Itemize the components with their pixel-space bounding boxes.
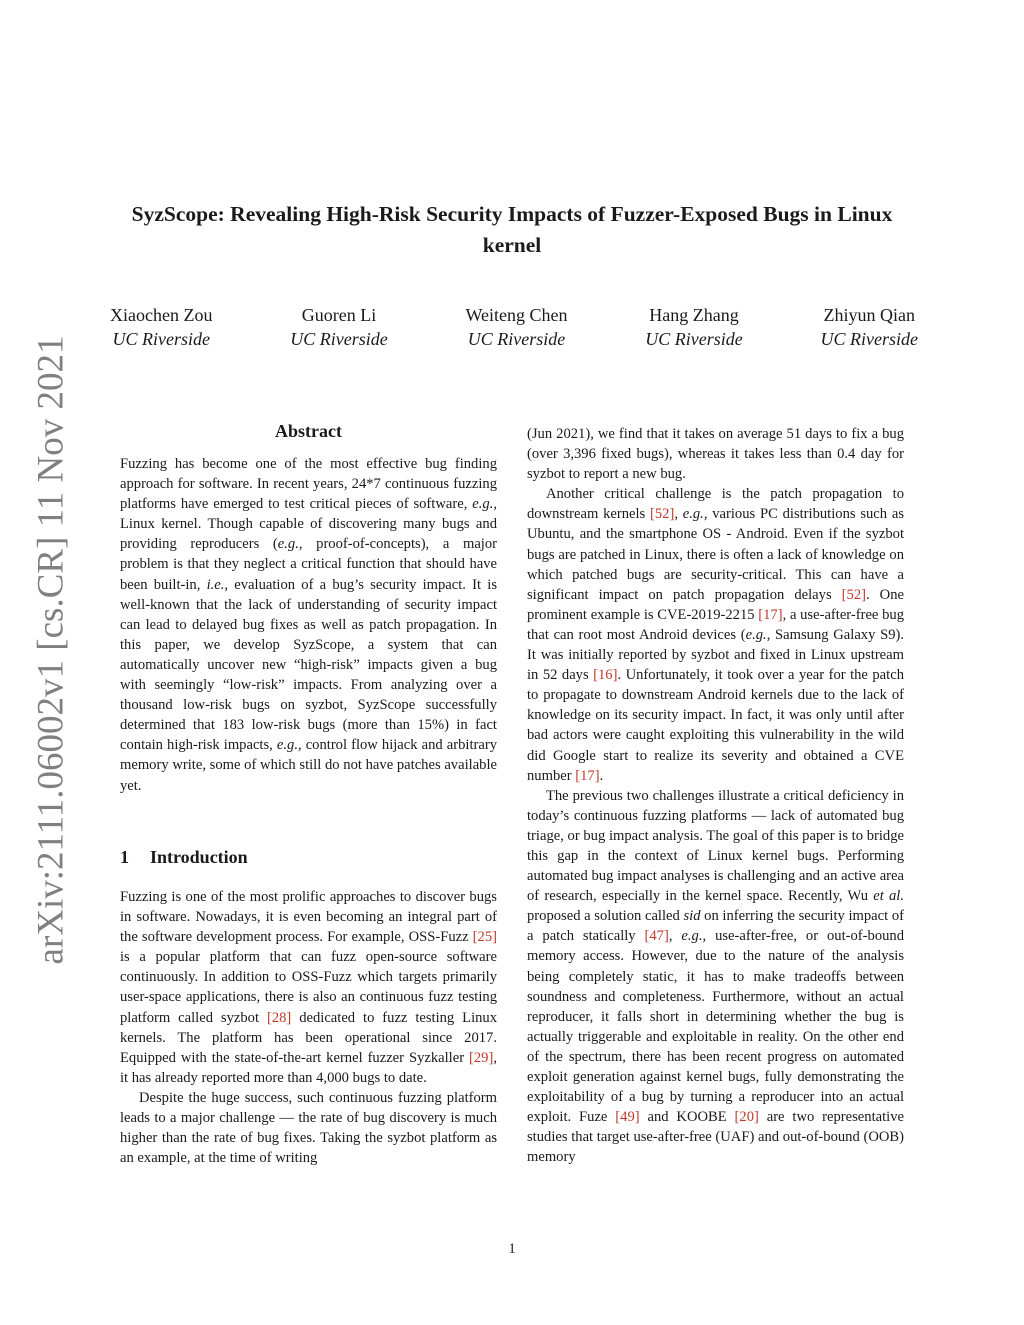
author-affiliation: UC Riverside	[290, 329, 388, 349]
intro-paragraph: Despite the huge success, such continuous fuzzing platform leads to a major challenge — the rate of bug discovery is much higher than the rate of bug fixes. Taking the syzbot platform as an example, at the time of writing	[120, 1089, 497, 1167]
page-number: 1	[508, 1241, 516, 1257]
arxiv-stamp-text: arXiv:2111.06002v1 [cs.CR] 11 Nov 2021	[30, 335, 72, 965]
author-affiliation: UC Riverside	[467, 329, 566, 349]
author-name: Weiteng Chen	[465, 305, 568, 325]
author-list	[110, 303, 918, 351]
author	[645, 303, 742, 351]
citation-link[interactable]: [28]	[266, 1009, 292, 1026]
author-name: Xiaochen Zou	[110, 305, 213, 325]
author-name: Guoren Li	[301, 305, 377, 325]
intro-body	[120, 887, 497, 1168]
citation-link[interactable]: [52]	[841, 586, 866, 603]
abstract-paragraph: Fuzzing has become one of the most effective bug finding approach for software. In recent years, 24*7 continuous fuzzing platforms have emerged to test critical pieces of software, e.g., Linux kernel. Though capable of discovering many bugs and providing reproducers (e.g., proof-of-concepts), a major problem is that they neglect a critical function that should have been built-in, i.e., evaluation of a bug’s security impact. It is well-known that the lack of understanding of security impact can lead to delayed bug fixes as well as patch propagation. In this paper, we develop SyzScope, a system that can automatically uncover new “high-risk” impacts given a bug with seemingly “low-risk” impacts. From analyzing over a thousand low-risk bugs on syzbot, SyzScope successfully determined that 183 low-risk bugs (more than 15%) in fact contain high-risk impacts, e.g., control flow hijack and arbitrary memory write, some of which still do not have patches available yet.	[120, 456, 498, 794]
paper-title: SyzScope: Revealing High-Risk Security Impacts of Fuzzer-Exposed Bugs in Linux kernel	[131, 202, 893, 257]
author-affiliation: UC Riverside	[645, 329, 743, 349]
author	[820, 303, 917, 351]
section-title: Introduction	[150, 847, 248, 867]
citation-link[interactable]: [47]	[644, 928, 669, 945]
author	[465, 303, 567, 351]
citation-link[interactable]: [49]	[615, 1109, 640, 1126]
citation-link[interactable]: [17]	[575, 767, 600, 784]
author-name: Hang Zhang	[649, 305, 739, 325]
abstract-body	[120, 454, 497, 796]
author-name: Zhiyun Qian	[823, 305, 915, 325]
body-paragraph: (Jun 2021), we find that it takes on average 51 days to fix a bug (over 3,396 fixed bugs), whereas it takes less than 0.4 day for syzbot to report a new bug.	[527, 426, 904, 483]
author	[290, 303, 387, 351]
author-affiliation: UC Riverside	[820, 329, 918, 349]
author	[110, 303, 212, 351]
citation-link[interactable]: [17]	[758, 606, 783, 623]
intro-paragraph: Fuzzing is one of the most prolific approaches to discover bugs in software. Nowadays, it is even becoming an integral part of the software development process. For example, OSS-Fuzz [25] is a popular platform that can fuzz open-source software continuously. In addition to OSS-Fuzz which targets primarily user-space applications, there is also an continuous fuzz testing platform called syzbot [28] dedicated to fuzz testing Linux kernels. The platform has been operational since 2017. Equipped with the state-of-the-art kernel fuzzer Syzkaller [29], it has already reported more than 4,000 bugs to date.	[120, 889, 498, 1086]
citation-link[interactable]: [20]	[734, 1109, 759, 1126]
arxiv-stamp	[28, 335, 74, 965]
author-affiliation: UC Riverside	[112, 329, 210, 349]
body-paragraph: Another critical challenge is the patch propagation to downstream kernels [52], e.g., various PC distributions such as Ubuntu, and the smartphone OS - Android. Even if the syzbot bugs are patched in Linux, there is often a lack of knowledge on which patched bugs are security-critical. This can have a significant impact on patch propagation delays [52]. One prominent example is CVE-2019-2215 [17], a use-after-free bug that can root most Android devices (e.g., Samsung Galaxy S9). It was initially reported by syzbot and fixed in Linux upstream in 52 days [16]. Unfortunately, it took over a year for the patch to propagate to downstream Android kernels due to the lack of knowledge on its security impact. In fact, it was only until after bad actors were caught exploiting this vulnerability in the wild did Google start to realize its severity and obtained a CVE number [17].	[527, 486, 905, 784]
citation-link[interactable]: [25]	[472, 929, 497, 946]
section-number: 1	[120, 847, 129, 867]
citation-link[interactable]: [16]	[593, 667, 618, 684]
right-column-body	[527, 424, 904, 1167]
citation-link[interactable]: [29]	[469, 1049, 494, 1066]
abstract-heading: Abstract	[275, 421, 342, 441]
citation-link[interactable]: [52]	[650, 506, 675, 523]
body-paragraph: The previous two challenges illustrate a critical deficiency in today’s continuous fuzzing platforms — lack of automated bug triage, or bug impact analysis. The goal of this paper is to bridge this gap in the context of Linux kernel bugs. Performing automated bug impact analyses is challenging and an active area of research, especially in the kernel space. Recently, Wu et al. proposed a solution called sid on inferring the security impact of a patch statically [47], e.g., use-after-free, or out-of-bound memory access. However, due to the nature of the analysis being completely static, it has to make tradeoffs between soundness and completeness. Furthermore, without an actual reproducer, it falls short in determining whether the bug is actually triggerable and exploitable in reality. On the other end of the spectrum, there has been recent progress on automated exploit generation against kernel bugs, fully demonstrating the exploitability of a bug by turning a reproducer into an actual exploit. Fuze [49] and KOOBE [20] are two representative studies that target use-after-free (UAF) and out-of-bound (OOB) memory	[527, 787, 905, 1166]
section-heading	[120, 847, 497, 868]
